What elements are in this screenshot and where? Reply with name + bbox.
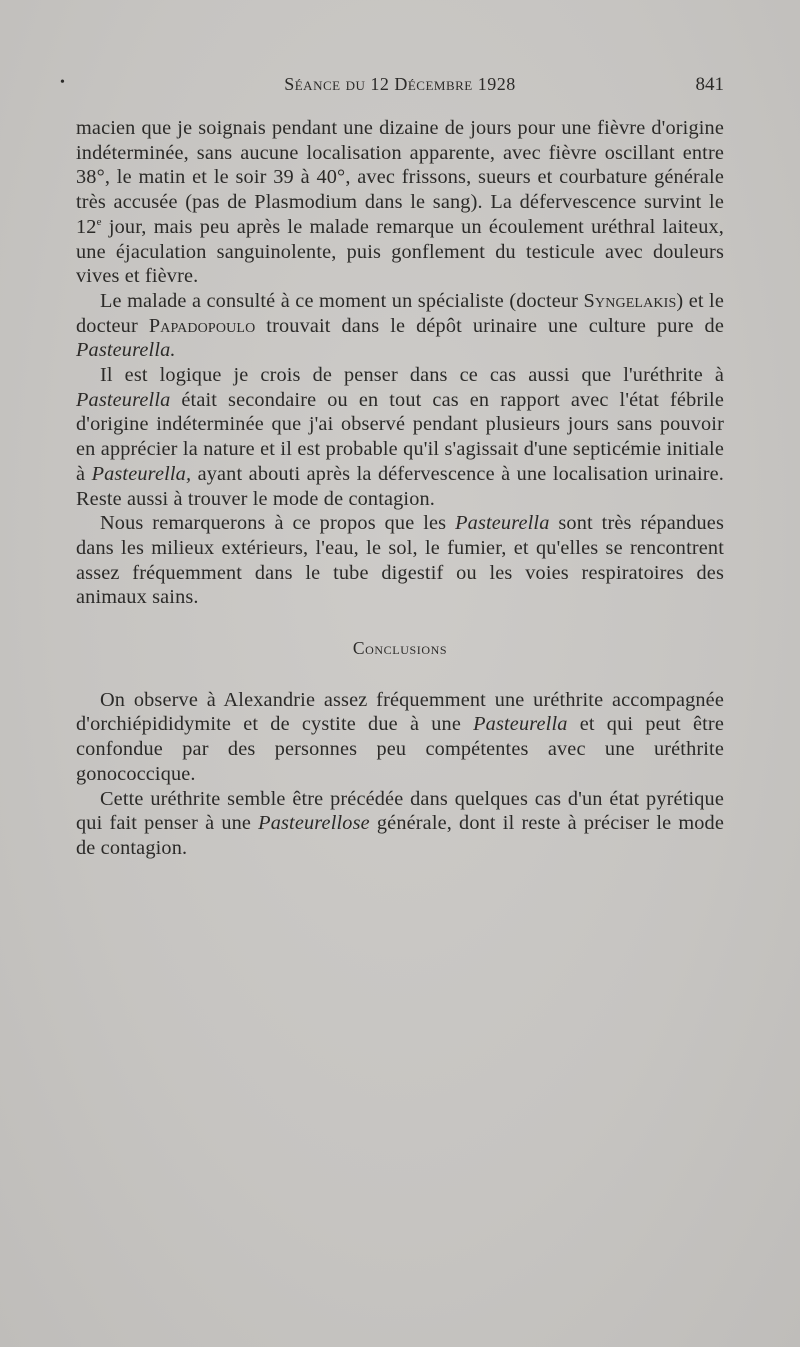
section-heading-conclusions: Conclusions [352,638,448,659]
paragraph-6: Cette uréthrite semble être précédée dans quelques cas d'un état pyrétique qui fait penser à une Pasteurellose générale, dont il reste à préciser le mode de contagion. [76,787,725,859]
page-number: 841 [695,74,724,95]
author-name: Papadopoulo [148,314,256,337]
paragraph-3: Il est logique je crois de penser dans ce cas aussi que l'uréthrite à Pasteurella était secondaire ou en tout cas en rapport avec l'état fébrile d'origine indéterminée que j'ai observé pendant plusieurs jours sans pouvoir en apprécier la nature et il est probable qu'il s'agissait d'une septicémie initiale à Pasteurella, ayant abouti après la défervescence à une localisation urinaire. Reste aussi à trouver le mode de contagion. [76,364,725,510]
paragraph-1: macien que je soignais pendant une dizaine de jours pour une fièvre d'origine indéterminée, sans aucune localisation apparente, avec fièvre oscillant entre 38°, le matin et le soir 39 à 40°, avec frissons, sueurs et courbature générale très accusée (pas de Plasmodium dans le sang). La défervescence survint le 12e jour, mais peu après le malade remarque un écoulement uréthral laiteux, une éjaculation sanguinolente, puis gonflement du testicule avec douleurs vives et fièvre. [76,117,724,288]
genus-name: Pasteurella [455,512,550,535]
genus-name: Pasteurella, [91,462,192,485]
running-title: Séance du 12 Décembre 1928 [284,74,516,94]
genus-name: Pasteurella. [76,339,176,362]
paragraph-5: On observe à Alexandrie assez fréquemment une uréthrite accompagnée d'orchiépididymite et de cystite due à une Pasteurella et qui peut être confondue par des personnes peu compétentes avec une uréthrite gonococcique. [76,688,724,785]
running-header [60,72,724,102]
paragraph-4: Nous remarquerons à ce propos que les Pasteurella sont très répandues dans les milieux extérieurs, l'eau, le sol, le fumier, et qu'elles se rencontrent assez fréquemment dans le tube digestif ou les voies respiratoires des animaux sains. [76,512,724,609]
disease-name: Pasteurellose [258,812,370,835]
genus-name: Pasteurella [473,713,568,736]
margin-bullet: • [60,75,65,90]
genus-name: Pasteurella [76,388,171,411]
author-name: Syngelakis [583,289,677,312]
paragraph-2: Le malade a consulté à ce moment un spécialiste (docteur Syngelakis) et le docteur Papadopoulo trouvait dans le dépôt urinaire une culture pure de Pasteurella. [76,289,725,362]
body-text [76,116,724,861]
